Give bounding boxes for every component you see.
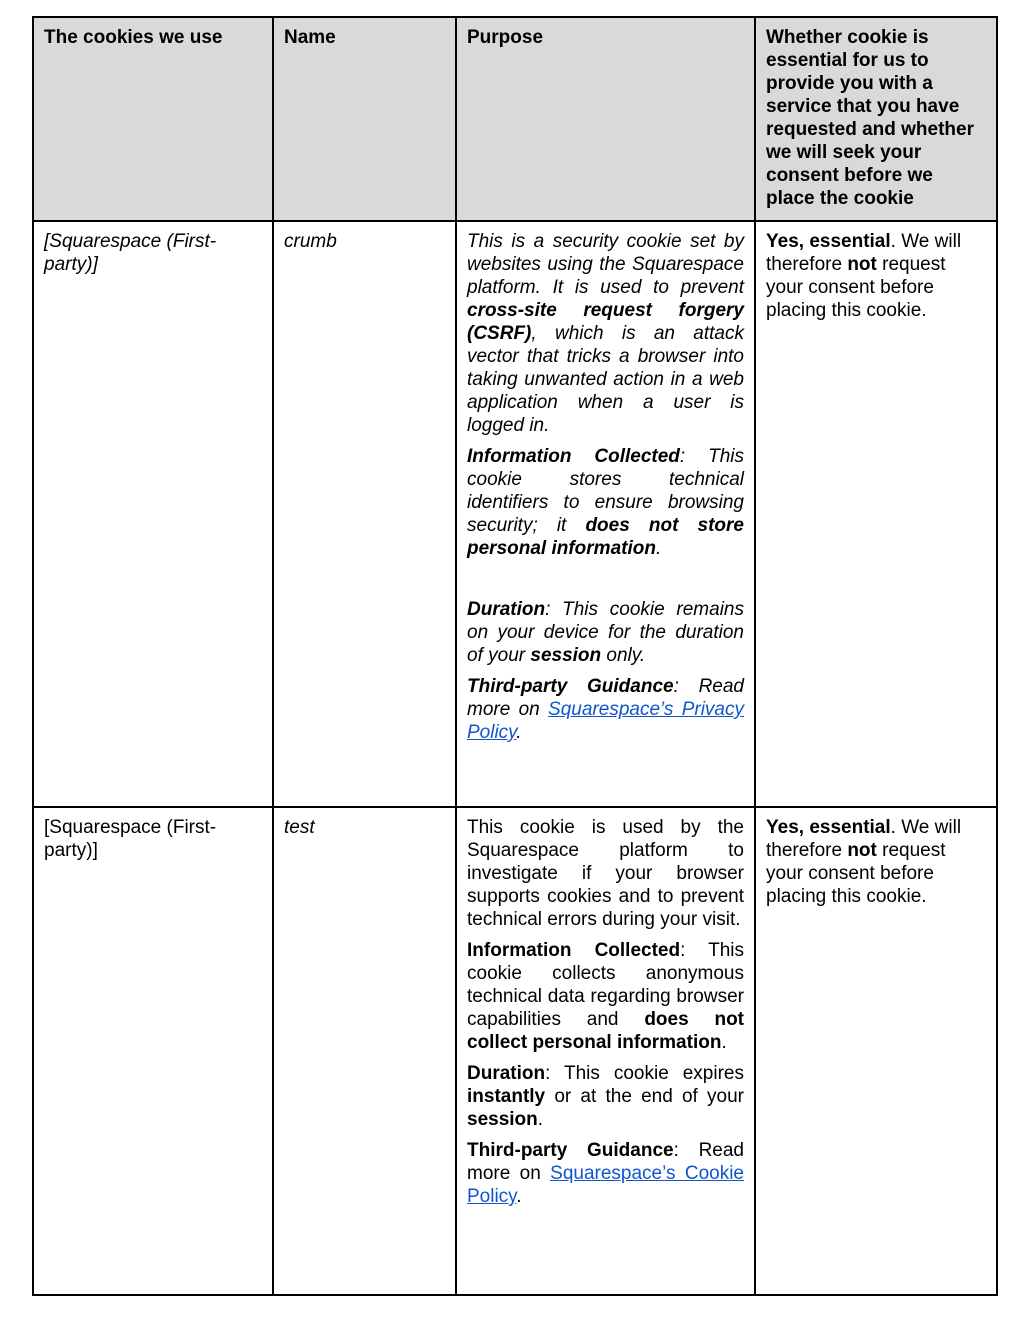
- cookie-name: crumb: [273, 221, 456, 807]
- duration: Duration: This cookie expires instantly or at the end of your session.: [467, 1063, 744, 1130]
- table-row: [33, 807, 997, 1295]
- purpose-description: This is a security cookie set by websites using the Squarespace platform. It is used to prevent cross-site request forgery (CSRF), which is an attack vector that tricks a browser into taking unwanted action in a web application when a user is logged in.: [467, 231, 744, 436]
- header-cookies-we-use: The cookies we use: [33, 17, 273, 221]
- header-essential-consent: Whether cookie is essential for us to provide you with a service that you have requested and whether we will seek your consent before we place the cookie: [755, 17, 997, 221]
- third-party-guidance: Third-party Guidance: Read more on Squarespace’s Cookie Policy.: [467, 1140, 744, 1207]
- table-row: [33, 221, 997, 807]
- purpose-description: This cookie is used by the Squarespace platform to investigate if your browser supports cookies and to prevent technical errors during your visit.: [467, 817, 744, 930]
- essential-consent: Yes, essential. We will therefore not request your consent before placing this cookie.: [755, 221, 997, 807]
- header-row: [33, 17, 997, 221]
- cookie-purpose: [456, 221, 755, 807]
- cookie-source: [Squarespace (First-party)]: [33, 807, 273, 1295]
- privacy-policy-link[interactable]: Squarespace’s Privacy Policy: [467, 699, 744, 743]
- essential-consent: Yes, essential. We will therefore not request your consent before placing this cookie.: [755, 807, 997, 1295]
- cookie-policy-link[interactable]: Squarespace’s Cookie Policy: [467, 1163, 744, 1207]
- cookie-source: [Squarespace (First-party)]: [33, 221, 273, 807]
- cookie-name: test: [273, 807, 456, 1295]
- header-purpose: Purpose: [456, 17, 755, 221]
- third-party-guidance: Third-party Guidance: Read more on Squarespace’s Privacy Policy.: [467, 676, 744, 743]
- duration: Duration: This cookie remains on your device for the duration of your session only.: [467, 599, 744, 666]
- cookie-table: [32, 16, 998, 1296]
- header-name: Name: [273, 17, 456, 221]
- information-collected: Information Collected: This cookie collects anonymous technical data regarding browser capabilities and does not collect personal information.: [467, 940, 744, 1053]
- cookie-purpose: [456, 807, 755, 1295]
- information-collected: Information Collected: This cookie stores technical identifiers to ensure browsing security; it does not store personal information.: [467, 446, 744, 559]
